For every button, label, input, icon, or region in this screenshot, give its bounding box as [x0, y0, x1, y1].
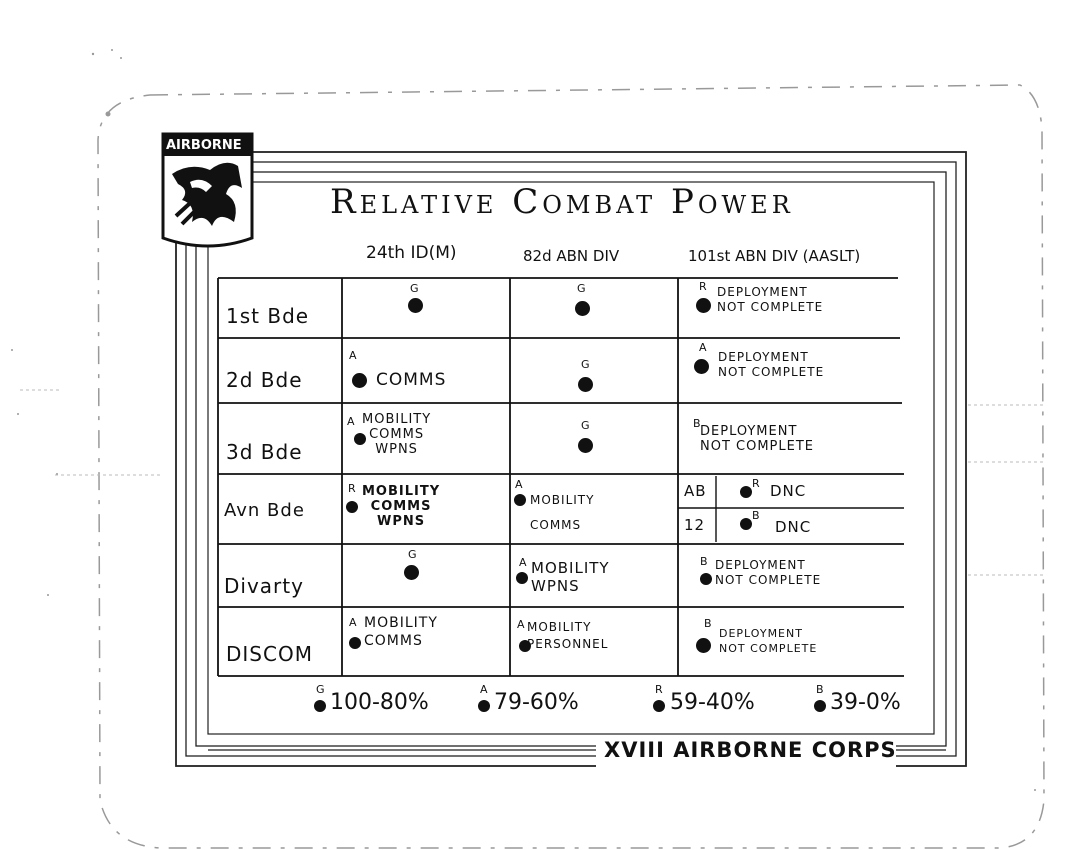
rating-letter: A	[349, 616, 357, 629]
rating-letter: B	[693, 417, 701, 430]
rating-letter: R	[348, 482, 356, 495]
legend-rating-letter: B	[816, 683, 824, 696]
rating-dot	[578, 438, 593, 453]
cell-note: MOBILITY COMMS	[364, 615, 438, 649]
row-label-2d-bde: 2d Bde	[226, 368, 303, 392]
emblem-text: AIRBORNE	[166, 138, 242, 153]
cell-note: DEPLOYMENT NOT COMPLETE	[700, 424, 815, 454]
rating-letter: G	[577, 282, 586, 295]
rating-letter: B	[752, 509, 760, 522]
unit-code: AB	[684, 482, 707, 500]
rating-letter: A	[347, 415, 355, 428]
rating-dot	[694, 359, 709, 374]
cell-note: DNC	[775, 518, 812, 536]
legend-dot	[653, 700, 665, 712]
column-header-2: 82d ABN DIV	[523, 247, 620, 265]
rating-dot	[696, 298, 711, 313]
rating-dot	[408, 298, 423, 313]
rating-dot	[700, 573, 712, 585]
row-label-discom: DISCOM	[226, 642, 313, 666]
legend-rating-letter: A	[480, 683, 488, 696]
cell-note: DNC	[770, 482, 807, 500]
page-title: Relative Combat Power	[330, 182, 794, 222]
legend-dot	[478, 700, 490, 712]
cell-note: DEPLOYMENT NOT COMPLETE	[715, 558, 822, 587]
legend-rating-letter: G	[316, 683, 325, 696]
column-header-3: 101st ABN DIV (AASLT)	[688, 247, 861, 265]
cell-note: COMMS	[376, 370, 447, 390]
rating-letter: G	[408, 548, 417, 561]
rating-dot	[696, 638, 711, 653]
rating-letter: G	[410, 282, 419, 295]
rating-dot	[578, 377, 593, 392]
rating-letter: B	[704, 617, 712, 630]
footer-unit-name: XVIII AIRBORNE CORPS	[604, 738, 897, 762]
legend-range: 79-60%	[494, 690, 579, 715]
legend-range: 59-40%	[670, 690, 755, 715]
cell-note: MOBILITY COMMS	[530, 493, 595, 532]
row-label-divarty: Divarty	[224, 574, 304, 598]
rating-letter: A	[517, 618, 525, 631]
rating-dot	[740, 486, 752, 498]
rating-dot	[346, 501, 358, 513]
rating-dot	[352, 373, 367, 388]
cell-note: MOBILITY PERSONNEL	[527, 620, 609, 651]
row-label-avn-bde: Avn Bde	[224, 500, 305, 521]
rating-dot	[349, 637, 361, 649]
rating-dot	[575, 301, 590, 316]
rating-letter: B	[700, 555, 708, 568]
rating-dot	[514, 494, 526, 506]
rating-letter: A	[515, 478, 523, 491]
rating-letter: G	[581, 358, 590, 371]
row-label-1st-bde: 1st Bde	[226, 304, 310, 328]
legend-range: 39-0%	[830, 690, 901, 715]
rating-letter: G	[581, 419, 590, 432]
rating-dot	[516, 572, 528, 584]
cell-note: DEPLOYMENT NOT COMPLETE	[718, 350, 825, 379]
rating-letter: A	[519, 556, 527, 569]
rating-letter: R	[699, 280, 707, 293]
legend-dot	[814, 700, 826, 712]
column-header-1: 24th ID(M)	[366, 243, 457, 263]
rating-dot	[740, 518, 752, 530]
row-label-3d-bde: 3d Bde	[226, 440, 303, 464]
rating-letter: R	[752, 477, 760, 490]
rating-letter: A	[699, 341, 707, 354]
cell-note: MOBILITY COMMS WPNS	[362, 412, 432, 457]
rating-letter: A	[349, 349, 357, 362]
cell-note: MOBILITY COMMS WPNS	[362, 484, 441, 529]
rating-dot	[404, 565, 419, 580]
cell-note: DEPLOYMENT NOT COMPLETE	[719, 627, 818, 655]
unit-code: 12	[684, 516, 706, 534]
legend-range: 100-80%	[330, 690, 429, 715]
cell-note: DEPLOYMENT NOT COMPLETE	[717, 285, 824, 314]
cell-note: MOBILITY WPNS	[531, 559, 610, 595]
legend-rating-letter: R	[655, 683, 663, 696]
legend-dot	[314, 700, 326, 712]
